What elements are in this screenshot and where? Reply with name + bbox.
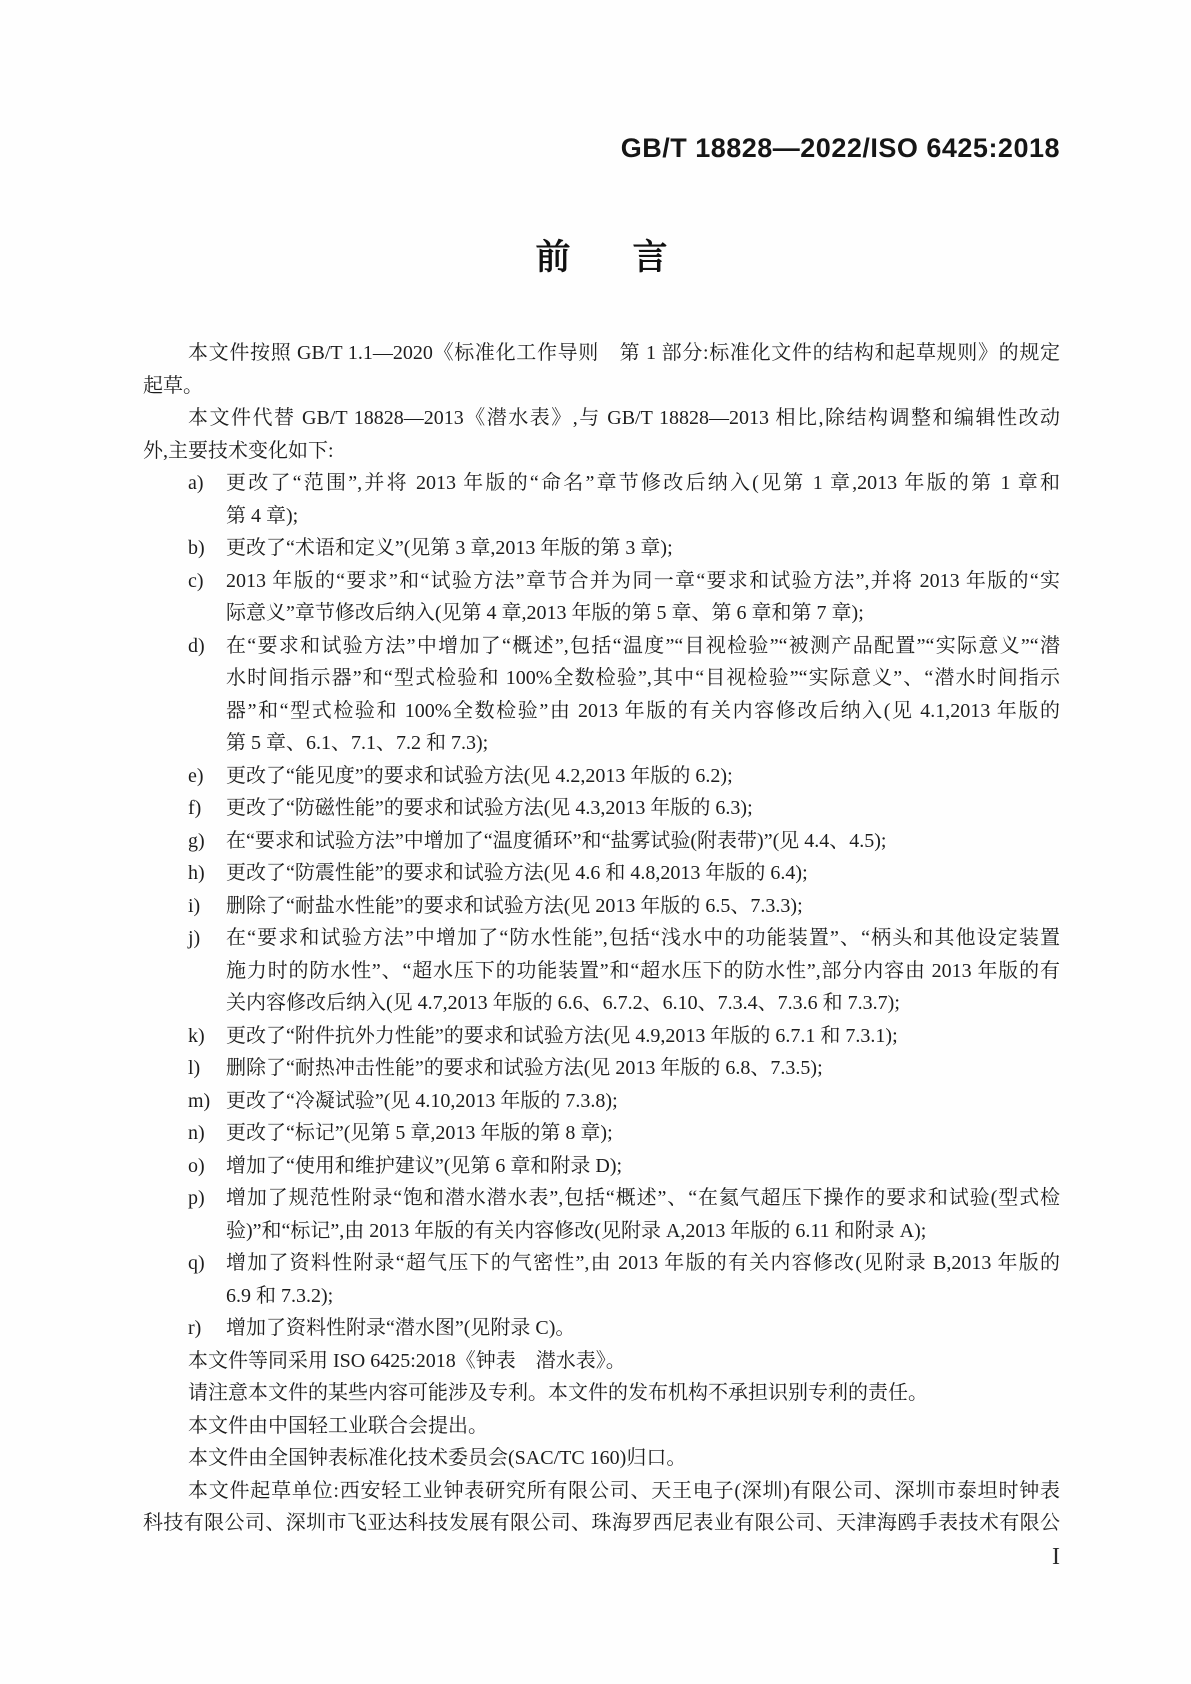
list-item-marker: o): [188, 1154, 205, 1177]
paragraph-line: 本文件由中国轻工业联合会提出。: [188, 1414, 488, 1437]
list-line: [143, 792, 1060, 825]
list-item-text: 增加了资料性附录“超气压下的气密性”,由 2013 年版的有关内容修改(见附录 B,2013 年版的: [226, 1252, 1060, 1274]
list-line: [143, 630, 1060, 663]
paragraph-line: 施力时的防水性”、“超水压下的功能装置”和“超水压下的防水性”,部分内容由 2013 年版的有: [226, 959, 1060, 982]
paragraph-line: 起草。: [143, 374, 203, 397]
list-line: [143, 565, 1060, 598]
list-item-marker: i): [188, 894, 201, 917]
list-line: [143, 1150, 1060, 1183]
paragraph-line: 6.9 和 7.3.2);: [226, 1284, 334, 1307]
list-line: [143, 532, 1060, 565]
list-line: [143, 1247, 1060, 1280]
list-item-marker: m): [188, 1089, 211, 1112]
paragraph-line: 请注意本文件的某些内容可能涉及专利。本文件的发布机构不承担识别专利的责任。: [188, 1382, 928, 1404]
list-item-text: 更改了“能见度”的要求和试验方法(见 4.2,2013 年版的 6.2);: [226, 764, 733, 787]
paragraph-line: 关内容修改后纳入(见 4.7,2013 年版的 6.6、6.7.2、6.10、7.3.4、7.3.6 和 7.3.7);: [226, 992, 900, 1014]
list-item-text: 增加了规范性附录“饱和潜水潜水表”,包括“概述”、“在氦气超压下操作的要求和试验(型式检: [226, 1187, 1060, 1209]
list-item-marker: q): [188, 1252, 205, 1274]
list-item-marker: p): [188, 1187, 205, 1209]
list-item-text: 更改了“标记”(见第 5 章,2013 年版的第 8 章);: [226, 1122, 613, 1144]
list-line: [143, 1312, 1060, 1345]
paragraph-line: 本文件由全国钟表标准化技术委员会(SAC/TC 160)归口。: [188, 1447, 687, 1469]
list-line: [143, 1020, 1060, 1053]
list-item-marker: g): [188, 829, 205, 852]
list-item-marker: f): [188, 797, 202, 819]
paragraph-line: 本文件代替 GB/T 18828—2013《潜水表》,与 GB/T 18828—2013 相比,除结构调整和编辑性改动: [188, 407, 1060, 429]
list-line: [143, 1085, 1060, 1118]
list-line: [143, 1052, 1060, 1085]
list-line: [143, 1117, 1060, 1150]
list-item-text: 在“要求和试验方法”中增加了“防水性能”,包括“浅水中的功能装置”、“柄头和其他设定装置: [226, 927, 1060, 949]
standard-doc-number: GB/T 18828—2022/ISO 6425:2018: [620, 133, 1060, 163]
list-line: [143, 760, 1060, 793]
paragraph-line: 际意义”章节修改后纳入(见第 4 章,2013 年版的第 5 章、第 6 章和第 7 章);: [226, 602, 864, 624]
list-item-marker: c): [188, 569, 204, 592]
paragraph-line: 器”和“型式检验和 100%全数检验”由 2013 年版的有关内容修改后纳入(见 4.1,2013 年版的: [226, 699, 1060, 722]
paragraph-line: 科技有限公司、深圳市飞亚达科技发展有限公司、珠海罗西尼表业有限公司、天津海鸥手表技术有限公: [143, 1512, 1060, 1534]
list-item-text: 更改了“范围”,并将 2013 年版的“命名”章节修改后纳入(见第 1 章,2013 年版的第 1 章和: [226, 472, 1060, 494]
list-item-text: 更改了“附件抗外力性能”的要求和试验方法(见 4.9,2013 年版的 6.7.1 和 7.3.1);: [226, 1024, 898, 1047]
list-line: [143, 825, 1060, 858]
paragraph-line: 第 5 章、6.1、7.1、7.2 和 7.3);: [226, 732, 489, 754]
list-line: [143, 922, 1060, 955]
list-item-marker: k): [188, 1024, 205, 1047]
list-line: [143, 467, 1060, 500]
paragraph-line: 第 4 章);: [226, 504, 299, 527]
page-number: I: [1052, 1544, 1060, 1570]
list-item-text: 在“要求和试验方法”中增加了“温度循环”和“盐雾试验(附表带)”(见 4.4、4.5);: [226, 829, 887, 852]
list-item-marker: a): [188, 472, 204, 494]
paragraph-line: 验)”和“标记”,由 2013 年版的有关内容修改(见附录 A,2013 年版的 6.11 和附录 A);: [226, 1219, 927, 1242]
list-item-text: 更改了“术语和定义”(见第 3 章,2013 年版的第 3 章);: [226, 537, 673, 559]
list-line: [143, 890, 1060, 923]
list-item-text: 更改了“防震性能”的要求和试验方法(见 4.6 和 4.8,2013 年版的 6.4);: [226, 862, 808, 884]
list-item-marker: b): [188, 537, 205, 559]
list-item-text: 删除了“耐盐水性能”的要求和试验方法(见 2013 年版的 6.5、7.3.3);: [226, 894, 803, 917]
list-item-text: 删除了“耐热冲击性能”的要求和试验方法(见 2013 年版的 6.8、7.3.5);: [226, 1057, 823, 1079]
paragraph-line: 外,主要技术变化如下:: [143, 439, 334, 462]
list-item-marker: h): [188, 862, 205, 884]
list-item-marker: r): [188, 1317, 202, 1339]
list-item-marker: l): [188, 1057, 201, 1079]
list-line: [143, 1182, 1060, 1215]
paragraph-line: 本文件起草单位:西安轻工业钟表研究所有限公司、天王电子(深圳)有限公司、深圳市泰坦时钟表: [188, 1479, 1060, 1502]
paragraph-line: 本文件按照 GB/T 1.1—2020《标准化工作导则 第 1 部分:标准化文件的结构和起草规则》的规定: [188, 342, 1060, 364]
paragraph-line: 本文件等同采用 ISO 6425:2018《钟表 潜水表》。: [188, 1349, 626, 1372]
list-item-text: 增加了资料性附录“潜水图”(见附录 C)。: [226, 1317, 576, 1339]
list-item-text: 更改了“冷凝试验”(见 4.10,2013 年版的 7.3.8);: [226, 1089, 618, 1112]
list-item-text: 增加了“使用和维护建议”(见第 6 章和附录 D);: [226, 1154, 623, 1177]
list-item-marker: j): [188, 927, 201, 949]
list-item-text: 2013 年版的“要求”和“试验方法”章节合并为同一章“要求和试验方法”,并将 2013 年版的“实: [226, 569, 1060, 592]
list-item-marker: e): [188, 764, 204, 787]
foreword-title: [143, 238, 1060, 278]
list-item-text: 更改了“防磁性能”的要求和试验方法(见 4.3,2013 年版的 6.3);: [226, 797, 753, 819]
list-line: [143, 857, 1060, 890]
foreword-title-char-1: 前: [535, 238, 571, 277]
foreword-body: [143, 337, 1060, 1540]
list-item-text: 在“要求和试验方法”中增加了“概述”,包括“温度”“目视检验”“被测产品配置”“实际意义”“潜: [226, 634, 1060, 657]
list-item-marker: d): [188, 634, 205, 657]
paragraph-line: 水时间指示器”和“型式检验和 100%全数检验”,其中“目视检验”“实际意义”、“潜水时间指示: [226, 667, 1060, 689]
foreword-title-char-2: 言: [632, 238, 668, 277]
list-item-marker: n): [188, 1122, 205, 1144]
